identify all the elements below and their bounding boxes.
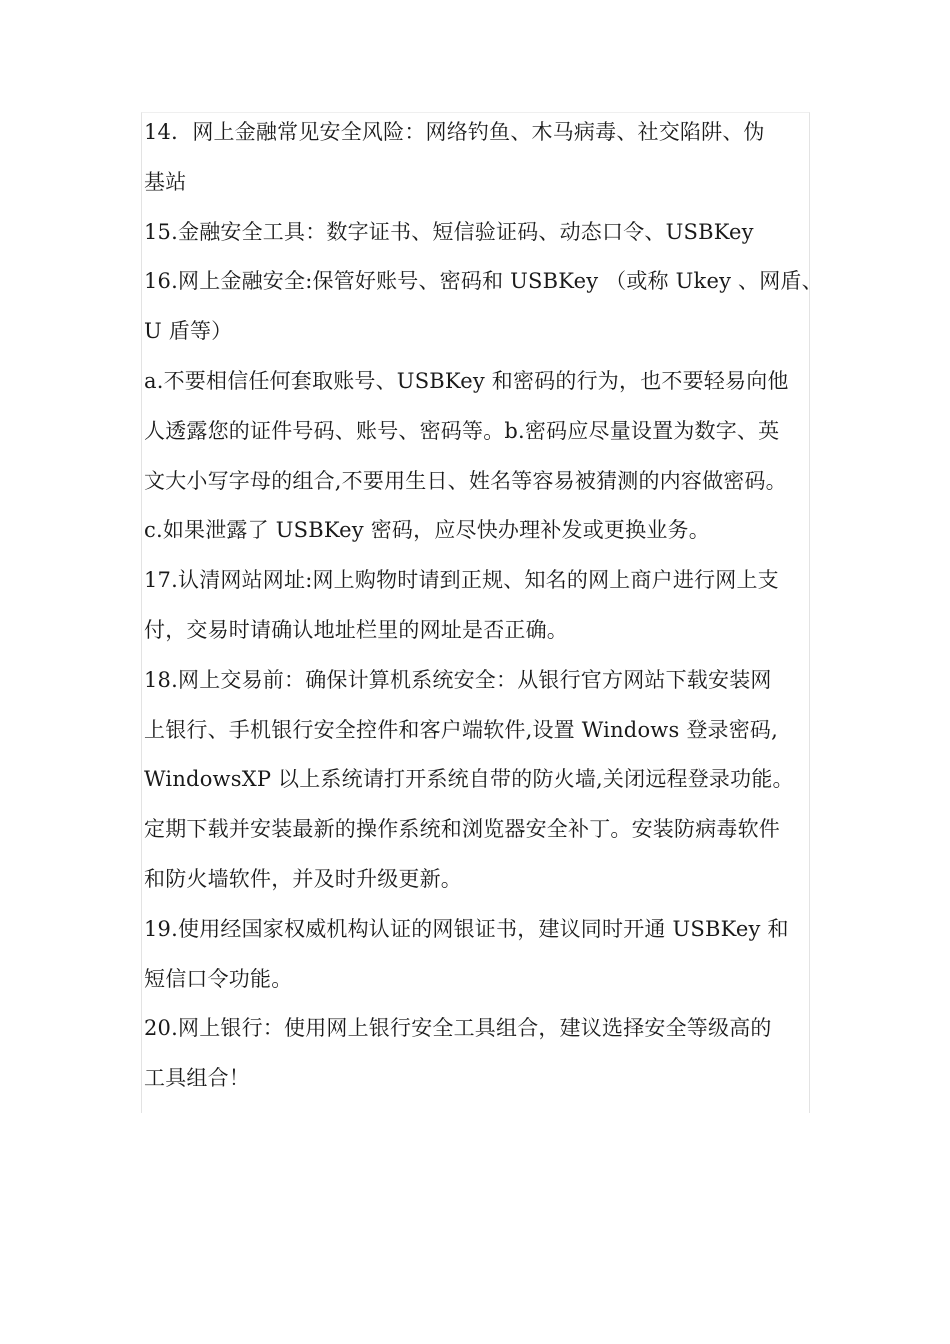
text-line-2: 基站	[144, 169, 187, 194]
text-line-7: 人透露您的证件号码、账号、密码等。b.密码应尽量设置为数字、英	[144, 418, 780, 443]
text-line-11: 付，交易时请确认地址栏里的网址是否正确。	[144, 617, 568, 642]
text-line-10: 17.认清网站网址:网上购物时请到正规、知名的网上商户进行网上支	[144, 568, 779, 593]
text-line-5: U 盾等）	[144, 319, 233, 344]
text-line-20: 工具组合！	[144, 1066, 250, 1091]
text-line-3: 15.金融安全工具：数字证书、短信验证码、动态口令、USBKey	[144, 219, 754, 244]
text-line-8: 文大小写字母的组合,不要用生日、姓名等容易被猜测的内容做密码。	[144, 468, 787, 493]
text-line-17: 19.使用经国家权威机构认证的网银证书，建议同时开通 USBKey 和	[144, 916, 789, 941]
text-line-4: 16.网上金融安全:保管好账号、密码和 USBKey （或称 Ukey 、网盾、	[144, 269, 823, 294]
text-line-18: 短信口令功能。	[144, 966, 293, 991]
text-line-15: 定期下载并安装最新的操作系统和浏览器安全补丁。安装防病毒软件	[144, 817, 780, 842]
text-line-1: 14．网上金融常见安全风险：网络钓鱼、木马病毒、社交陷阱、伪	[144, 120, 765, 144]
text-line-14: WindowsXP 以上系统请打开系统自带的防火墙,关闭远程登录功能。	[144, 767, 794, 792]
text-line-13: 上银行、手机银行安全控件和客户端软件,设置 Windows 登录密码,	[144, 717, 778, 742]
document-body	[144, 108, 834, 1104]
text-line-6: a.不要相信任何套取账号、USBKey 和密码的行为，也不要轻易向他	[144, 368, 789, 393]
text-line-16: 和防火墙软件，并及时升级更新。	[144, 866, 462, 891]
text-line-12: 18.网上交易前：确保计算机系统安全：从银行官方网站下载安装网	[144, 667, 772, 692]
text-line-9: c.如果泄露了 USBKey 密码，应尽快办理补发或更换业务。	[144, 518, 710, 543]
text-line-19: 20.网上银行：使用网上银行安全工具组合，建议选择安全等级高的	[144, 1016, 772, 1041]
